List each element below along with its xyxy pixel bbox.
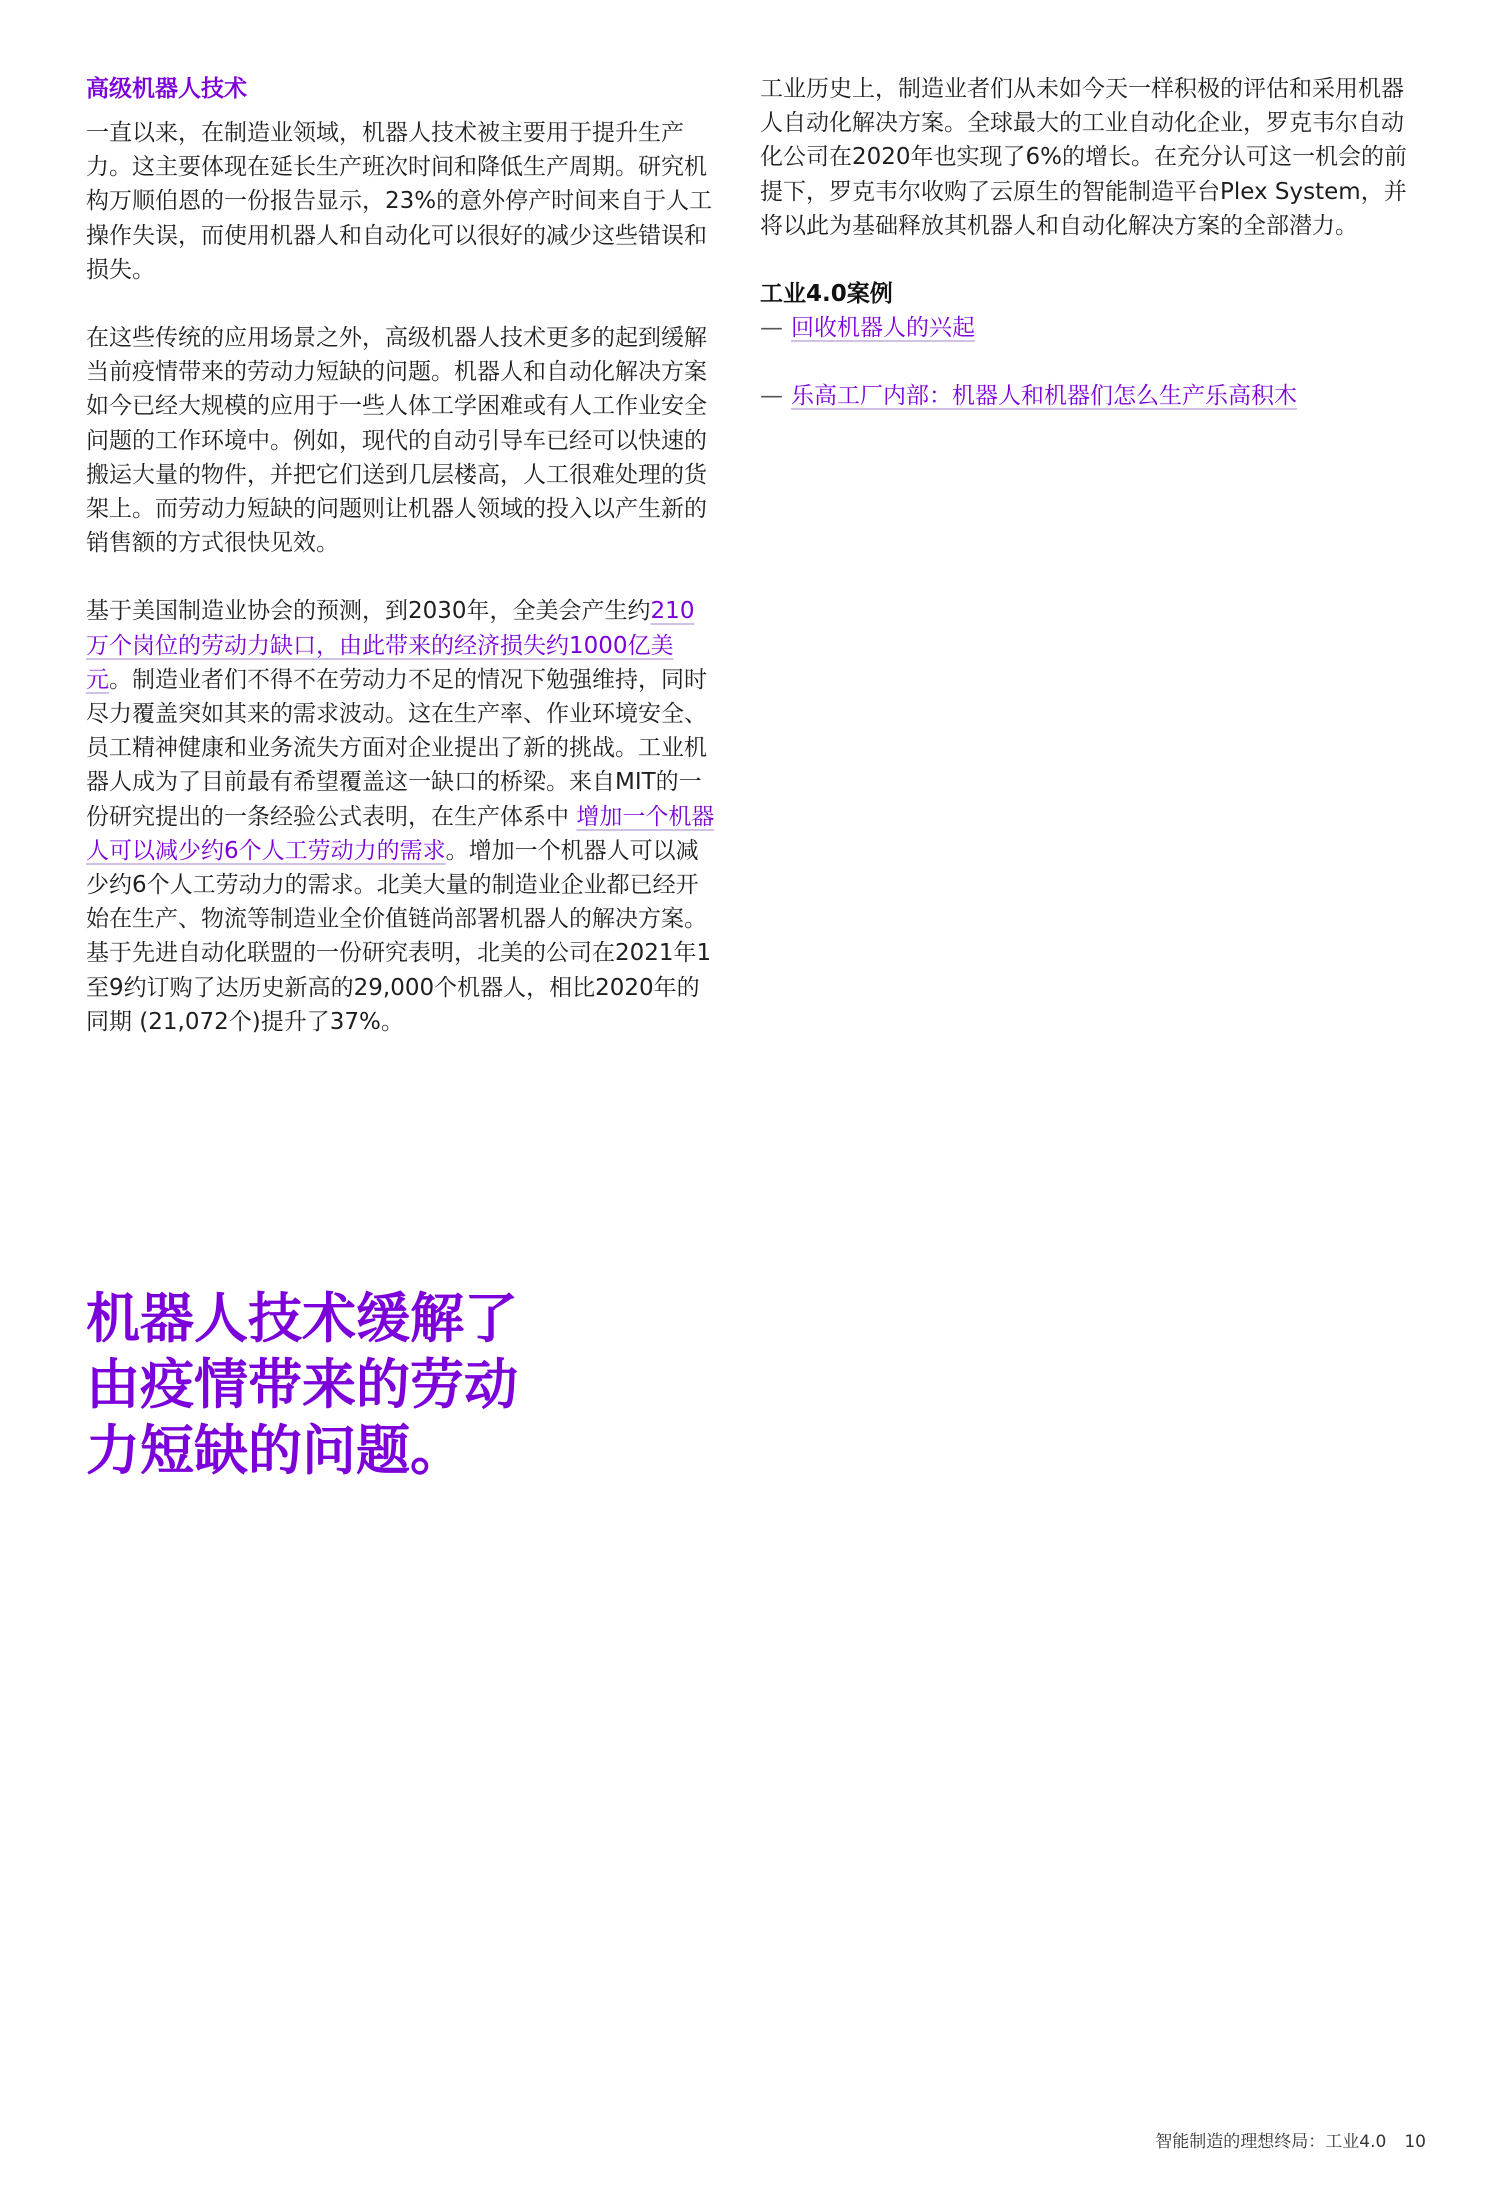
paragraph-labor-shortage: 在这些传统的应用场景之外，高级机器人技术更多的起到缓解当前疫情带来的劳动力短缺的问题。机器人和自动化解决方案如今已经大规模的应用于一些人体工学困难或有人工作业安全问题的工作环境中。例如，现代的自动引导车已经可以快速的搬运大量的物件，并把它们送到几层楼高，人工很难处理的货架上。而劳动力短缺的问题则让机器人领域的投入以产生新的销售额的方式很快见效。 <box>86 325 707 557</box>
mit-study-link[interactable]: 增加一个机器人可以减少约6个人工劳动力的需求 <box>86 803 715 864</box>
case-study-item <box>760 379 1410 413</box>
case-study-item <box>760 311 1410 345</box>
labor-gap-link[interactable]: 210万个岗位的劳动力缺口，由此带来的经济损失约1000亿美元 <box>86 598 695 693</box>
pull-quote-line: 由疫情带来的劳动 <box>86 1353 518 1416</box>
pull-quote-line: 机器人技术缓解了 <box>86 1287 518 1350</box>
case-link-recycling-robots[interactable]: 回收机器人的兴起 <box>791 315 975 342</box>
page-footer <box>1155 2130 1426 2154</box>
dash-bullet: — <box>760 315 783 342</box>
paragraph-text: 基于美国制造业协会的预测，到2030年，全美会产生约 <box>86 598 651 625</box>
pull-quote-line: 力短缺的问题。 <box>86 1419 464 1482</box>
footer-title: 智能制造的理想终局：工业4.0 <box>1155 2132 1387 2152</box>
paragraph-forecast <box>86 594 716 1039</box>
pull-quote <box>86 1286 646 1484</box>
paragraph-productivity: 一直以来，在制造业领域，机器人技术被主要用于提升生产力。这主要体现在延长生产班次时间和降低生产周期。研究机构万顺伯恩的一份报告显示，23%的意外停产时间来自于人工操作失误，而使用机器人和自动化可以很好的减少这些错误和损失。 <box>86 120 713 283</box>
case-study-heading: 工业4.0案例 <box>760 281 893 308</box>
paragraph-text: 。增加一个机器人可以减少约6个人工劳动力的需求。北美大量的制造业企业都已经开始在生产、物流等制造业全价值链尚部署机器人的解决方案。基于先进自动化联盟的一份研究表明，北美的公司在2021年1至9约订购了达历史新高的29,000个机器人，相比2020年的同期 (21,072个)提升了37%。 <box>86 837 712 1035</box>
left-column <box>86 72 716 1073</box>
section-heading: 高级机器人技术 <box>86 76 247 102</box>
dash-bullet: — <box>760 383 783 410</box>
paragraph-industry-history: 工业历史上，制造业者们从未如今天一样积极的评估和采用机器人自动化解决方案。全球最大的工业自动化企业，罗克韦尔自动化公司在2020年也实现了6%的增长。在充分认可这一机会的前提下，罗克韦尔收购了云原生的智能制造平台Plex System，并将以此为基础释放其机器人和自动化解决方案的全部潜力。 <box>760 76 1408 239</box>
paragraph-text: 。制造业者们不得不在劳动力不足的情况下勉强维持，同时尽力覆盖突如其来的需求波动。这在生产率、作业环境安全、员工精神健康和业务流失方面对企业提出了新的挑战。工业机器人成为了目前最有希望覆盖这一缺口的桥梁。来自MIT的一份研究提出的一条经验公式表明，在生产体系中 <box>86 666 707 830</box>
case-link-lego-factory[interactable]: 乐高工厂内部：机器人和机器们怎么生产乐高积木 <box>791 383 1297 410</box>
page-number: 10 <box>1404 2132 1426 2152</box>
right-column <box>760 72 1410 447</box>
